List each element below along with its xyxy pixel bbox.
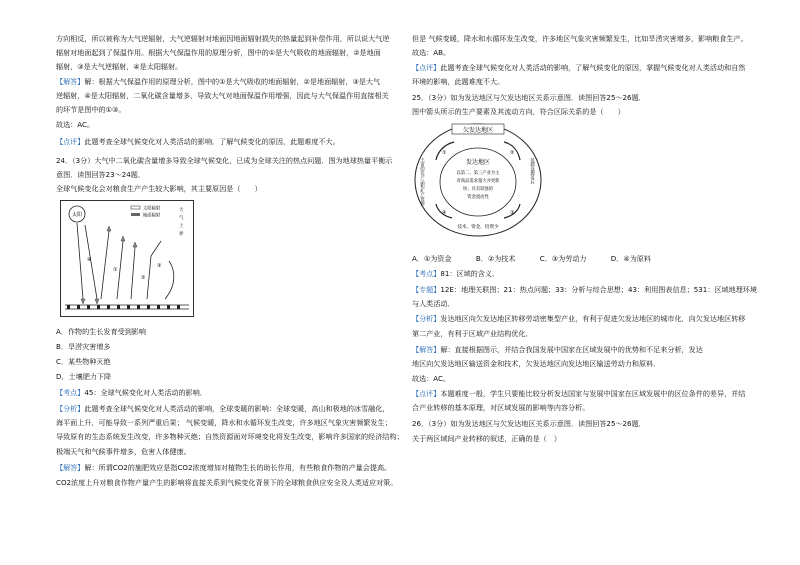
question-25-stem: 图中箭头所示的生产要素及其流动方向，符合区际关系的是（ ） (412, 107, 625, 116)
text-line: 的环节是图中的①③。 (56, 105, 126, 114)
region-diagram (412, 120, 544, 240)
topic-line: 与人类活动． (412, 299, 455, 308)
analysis-line: 海平面上升，可能导致一系列严重后果； 气候变暖，降水和水循环发生改变，许多地区气象灾害频繁发生； (56, 418, 392, 427)
svg-text:界: 界 (179, 232, 184, 237)
analysis-line: 第二产业，有利于区域产业结构优化． (412, 329, 533, 338)
svg-text:丰富的农产品和矿产资源: 丰富的农产品和矿产资源 (419, 158, 425, 206)
option-b: B．②为技术 (475, 254, 516, 263)
options-row (412, 254, 712, 263)
svg-text:太阳辐射: 太阳辐射 (143, 206, 161, 212)
svg-text:①: ① (113, 267, 118, 273)
svg-text:资金流动性: 资金流动性 (467, 195, 489, 200)
svg-text:地面辐射: 地面辐射 (143, 213, 161, 219)
region-relation-diagram (412, 120, 544, 240)
svg-text:③: ③ (510, 210, 515, 216)
heat-balance-figure (60, 200, 194, 317)
question-25-header: 25．（3分）如为发达地区与欠发达地区关系示意图．读图回答25～26题． (412, 93, 646, 102)
option-c: C．某些物种灭绝 (56, 357, 111, 366)
answer-line: 【解答】解：所谓CO2的施肥效应是指CO2浓度增加对植物生长的助长作用，有些粮食作物的产量会提高。 (56, 463, 392, 472)
comment-line: 环境的影响，此题难度不大。 (412, 77, 505, 86)
svg-text:④: ④ (442, 210, 447, 216)
question-26-stem: 关于两区域间产业转移的叙述，正确的是（ ） (412, 434, 561, 443)
kaodian-line: 【考点】81：区域的含义． (412, 269, 500, 278)
analysis-line: 【分析】此题考查全球气候变化对人类活动的影响，全球变暖的影响：全球变暖，高山和极地的冰雪融化， (56, 404, 390, 413)
text-line: 方向相反，所以被称为大气逆辐射，大气逆辐射对地面因地面辐射损失的热量起到补偿作用，所以说大气逆 (56, 34, 390, 43)
text-line: 但是 气候变暖，降水和水循环发生改变，许多地区气象灾害频繁发生，比如旱涝灾害增多，影响粮食生产。 (412, 34, 748, 43)
option-d: D．土壤肥力下降 (56, 372, 112, 381)
option-d: D．④为原料 (610, 254, 651, 263)
text-line: 故选：AB。 (412, 48, 451, 57)
comment-line: 【点评】本题难度一般，学生只要能比较分析发达国家与发展中国家在区域发展中的区位条件的差异，并结 (412, 389, 746, 398)
svg-text:③: ③ (157, 263, 162, 269)
svg-text:技术、资金、投资少: 技术、资金、投资少 (457, 225, 499, 230)
svg-text:上: 上 (179, 224, 184, 229)
question-24-header: 24．（3分）大气中二氧化碳含量增多导致全球气候变化，已成为全球关注的热点问题．图为地球热量平衡示 (56, 156, 393, 165)
answer-line: 【解答】解：根据大气保温作用的原理分析，图中的①是大气吸收的地面辐射，②是地面辐射，③是大气 (56, 77, 381, 86)
svg-text:发达地区: 发达地区 (465, 159, 491, 166)
option-a: A．作物的生长发育受到影响 (56, 327, 146, 336)
svg-text:快；具有较强的: 快；具有较强的 (462, 187, 494, 192)
kaodian-line: 【考点】45：全球气候变化对人类活动的影响． (56, 388, 207, 397)
option-a: A．①为资金 (412, 254, 452, 263)
svg-text:大: 大 (179, 208, 184, 213)
text-line: 故选：AC。 (56, 120, 95, 129)
svg-text:②: ② (141, 275, 146, 281)
heat-balance-diagram (61, 201, 193, 316)
question-26-header: 26．（3分）如为发达地区与欠发达地区关系示意图．读图回答25～26题． (412, 419, 646, 428)
svg-text:以第二、第三产业为主: 以第二、第三产业为主 (456, 171, 500, 176)
comment-line: 【点评】此题考查全球气候变化对人类活动的影响．了解气候变化的原因，此题难度不大。 (56, 137, 340, 146)
svg-text:基础设施落后: 基础设施落后 (529, 158, 535, 184)
comment-line: 合产业转移的基本原理，对区域发展的影响等内容分析。 (412, 403, 590, 412)
svg-text:欠发达地区: 欠发达地区 (462, 127, 494, 134)
option-b: B．旱涝灾害增多 (56, 342, 111, 351)
answer-line: 【解答】解：直接根据图示，并结合我国发展中国家在区域发展中的优势和不足来分析，发达 (412, 345, 703, 354)
text-line: 逆辐射，④是太阳辐射，二氧化碳含量增多，导致大气对地面保温作用增强，因此与大气保温作用直接相关 (56, 91, 389, 100)
svg-text:②: ② (510, 150, 515, 156)
text-line: 辐射，③是大气逆辐射，④是太阳辐射。 (56, 62, 183, 71)
analysis-line: 极端天气和气候事件增多，危害人体健康。 (56, 447, 191, 456)
answer-line: 地区向欠发达地区输送资金和技术，欠发达地区向发达地区输送劳动力和原料． (412, 359, 661, 368)
comment-line: 【点评】此题考查全球气候变化对人类活动的影响，了解气候变化的原因，掌握气候变化对人类活动和自然 (412, 63, 746, 72)
question-24-stem: 全球气候变化会对粮食生产产生较大影响，其主要原因是（ ） (56, 184, 262, 193)
text-line: 辐射对地面起到了保温作用。根据大气保温作用的原理分析，图中的①是大气吸收的地面辐射，②是地面 (56, 48, 381, 57)
svg-text:①: ① (442, 150, 447, 156)
option-c: C．③为劳动力 (539, 254, 587, 263)
answer-line: 故选：AC。 (412, 374, 451, 383)
text-line: 意图．读图回答23～24题． (56, 170, 145, 179)
analysis-line: 【分析】发达地区向欠发达地区转移劳动密集型产业，有利于促进欠发达地区的城市化．向欠发达地区转移 (412, 314, 746, 323)
topic-line: 【专题】12E：地理关联图；21：热点问题；33：分析与综合思想；43：利用图表信息；531：区域地理环境 (412, 285, 757, 294)
svg-text:太阳: 太阳 (71, 212, 83, 218)
svg-text:气: 气 (179, 216, 184, 221)
analysis-line: 导致原有的生态系统发生改变，许多物种灭绝；自然资源面对环境变化将发生改变，影响许多国家的经济结构； (56, 432, 404, 441)
svg-text:对商品需求量大并更新: 对商品需求量大并更新 (456, 179, 500, 184)
svg-text:④: ④ (87, 257, 92, 263)
answer-line: CO2浓度上升对粮食作物产量产生的影响将直接关系到气候变化背景下的全球粮食供应安全及人类适应对策。 (56, 478, 398, 487)
